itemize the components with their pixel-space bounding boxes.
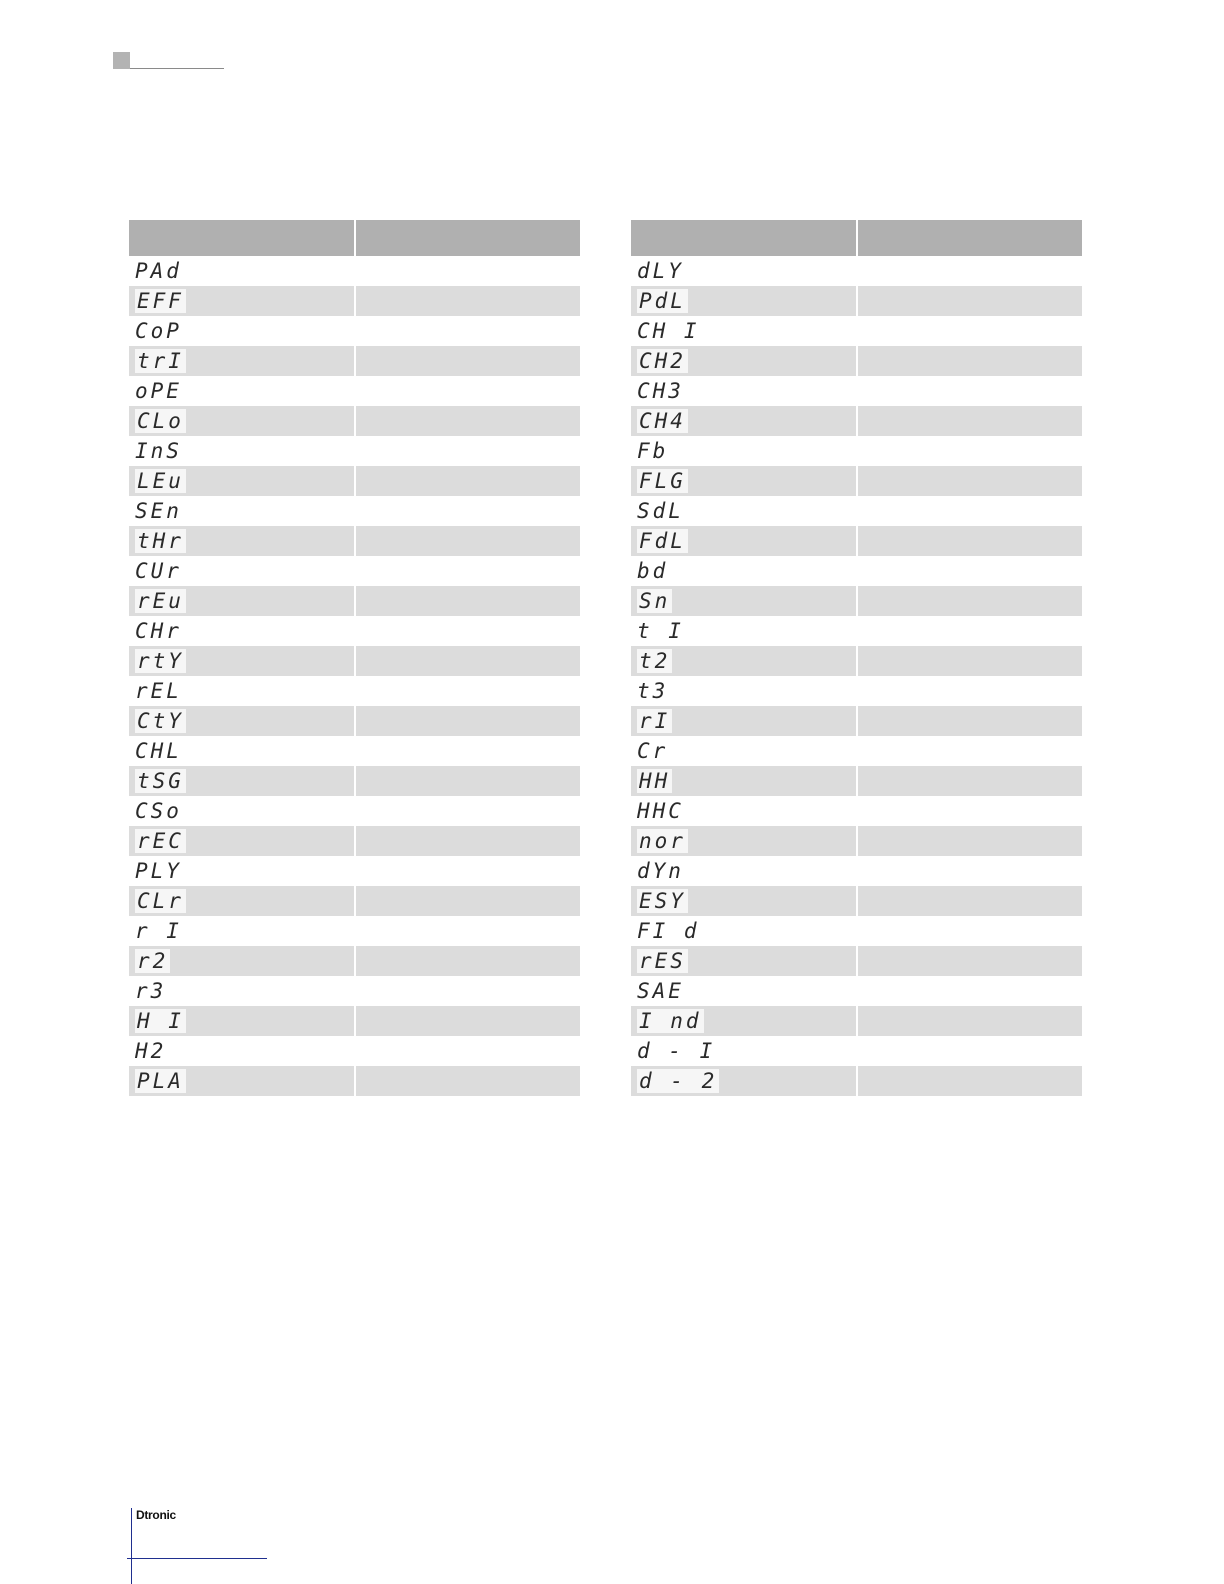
table-row xyxy=(631,556,1082,586)
lcd-code-cell xyxy=(129,676,355,706)
lcd-code-cell xyxy=(631,856,857,886)
lcd-code-cell xyxy=(129,286,355,316)
table-row xyxy=(129,586,580,616)
table-row xyxy=(631,376,1082,406)
lcd-code-table-right xyxy=(631,220,1082,1096)
lcd-code-cell xyxy=(129,826,355,856)
description-cell xyxy=(857,736,1082,766)
lcd-code-cell xyxy=(631,556,857,586)
table-row xyxy=(631,766,1082,796)
lcd-code-cell xyxy=(631,736,857,766)
lcd-code-cell xyxy=(129,526,355,556)
table-row xyxy=(631,706,1082,736)
column-header xyxy=(129,220,355,256)
lcd-code-cell xyxy=(631,766,857,796)
description-cell xyxy=(857,376,1082,406)
lcd-code-cell xyxy=(129,556,355,586)
lcd-code: PdL xyxy=(639,289,686,313)
description-cell xyxy=(857,916,1082,946)
lcd-code-cell xyxy=(631,526,857,556)
table-row xyxy=(129,1006,580,1036)
lcd-code: CLo xyxy=(137,409,184,433)
description-cell xyxy=(355,376,580,406)
description-cell xyxy=(355,1066,580,1096)
table-row xyxy=(631,526,1082,556)
lcd-code-cell xyxy=(129,316,355,346)
lcd-code: FLG xyxy=(639,469,686,493)
lcd-code-cell xyxy=(631,1006,857,1036)
description-cell xyxy=(355,976,580,1006)
table-header-row xyxy=(129,220,580,256)
lcd-code-cell xyxy=(129,1036,355,1066)
footer-vertical-rule xyxy=(131,1508,132,1584)
lcd-code: SAE xyxy=(637,979,684,1003)
description-cell xyxy=(355,616,580,646)
lcd-code: CHL xyxy=(135,739,182,763)
description-cell xyxy=(355,256,580,286)
table-row xyxy=(129,556,580,586)
lcd-code-table-left xyxy=(129,220,580,1096)
table-row xyxy=(631,496,1082,526)
lcd-code: dLY xyxy=(637,259,684,283)
table-row xyxy=(129,1036,580,1066)
lcd-code: t I xyxy=(637,619,684,643)
table-row xyxy=(129,1066,580,1096)
lcd-code-cell xyxy=(129,766,355,796)
lcd-code: PLY xyxy=(135,859,182,883)
description-cell xyxy=(355,916,580,946)
lcd-code-cell xyxy=(129,736,355,766)
table-row xyxy=(631,316,1082,346)
table-row xyxy=(129,676,580,706)
lcd-code: FI d xyxy=(637,919,700,943)
lcd-code-cell xyxy=(631,256,857,286)
lcd-code: CH3 xyxy=(637,379,684,403)
lcd-code-cell xyxy=(631,646,857,676)
description-cell xyxy=(355,526,580,556)
table-row xyxy=(631,976,1082,1006)
lcd-code: HHC xyxy=(637,799,684,823)
table-row xyxy=(631,406,1082,436)
lcd-code: I nd xyxy=(639,1009,702,1033)
description-cell xyxy=(857,586,1082,616)
lcd-code-cell xyxy=(129,916,355,946)
lcd-code: rES xyxy=(639,949,686,973)
description-cell xyxy=(857,406,1082,436)
table-row xyxy=(129,256,580,286)
lcd-code-cell xyxy=(631,316,857,346)
lcd-code: rEC xyxy=(137,829,184,853)
description-cell xyxy=(355,856,580,886)
lcd-code-cell xyxy=(129,646,355,676)
lcd-code-cell xyxy=(129,406,355,436)
page-corner-marker xyxy=(113,52,130,69)
lcd-code-cell xyxy=(631,826,857,856)
description-cell xyxy=(857,1036,1082,1066)
table-row xyxy=(631,886,1082,916)
lcd-code: d - 2 xyxy=(639,1069,718,1093)
table-row xyxy=(631,1006,1082,1036)
description-cell xyxy=(355,946,580,976)
description-cell xyxy=(857,856,1082,886)
description-cell xyxy=(355,436,580,466)
lcd-code-cell xyxy=(129,256,355,286)
lcd-code: CH I xyxy=(637,319,700,343)
lcd-code: PAd xyxy=(135,259,182,283)
lcd-code: rEL xyxy=(135,679,182,703)
description-cell xyxy=(857,676,1082,706)
description-cell xyxy=(355,766,580,796)
lcd-code-cell xyxy=(129,616,355,646)
table-row xyxy=(631,856,1082,886)
lcd-code: CH4 xyxy=(639,409,686,433)
lcd-code-cell xyxy=(631,616,857,646)
lcd-code-cell xyxy=(129,376,355,406)
lcd-code-cell xyxy=(631,1066,857,1096)
table-row xyxy=(631,256,1082,286)
lcd-code-cell xyxy=(631,466,857,496)
lcd-code: r2 xyxy=(137,949,169,973)
lcd-code: PLA xyxy=(137,1069,184,1093)
lcd-code-cell xyxy=(631,1036,857,1066)
description-cell xyxy=(355,826,580,856)
table-row xyxy=(631,736,1082,766)
description-cell xyxy=(355,646,580,676)
description-cell xyxy=(355,1006,580,1036)
table-row xyxy=(129,466,580,496)
lcd-code-cell xyxy=(631,976,857,1006)
lcd-code: r I xyxy=(135,919,182,943)
lcd-code-cell xyxy=(129,976,355,1006)
table-row xyxy=(129,406,580,436)
table-row xyxy=(129,766,580,796)
lcd-code-cell xyxy=(129,496,355,526)
table-row xyxy=(631,346,1082,376)
table-row xyxy=(129,796,580,826)
table-row xyxy=(129,616,580,646)
column-header xyxy=(857,220,1082,256)
description-cell xyxy=(857,286,1082,316)
description-cell xyxy=(355,406,580,436)
description-cell xyxy=(857,466,1082,496)
table-row xyxy=(129,826,580,856)
lcd-code-cell xyxy=(631,886,857,916)
lcd-code-cell xyxy=(631,946,857,976)
lcd-code: dYn xyxy=(637,859,684,883)
lcd-code-cell xyxy=(129,1006,355,1036)
table-row xyxy=(631,466,1082,496)
table-row xyxy=(129,376,580,406)
table-row xyxy=(129,346,580,376)
description-cell xyxy=(857,946,1082,976)
lcd-code: CoP xyxy=(135,319,182,343)
description-cell xyxy=(355,586,580,616)
lcd-code-cell xyxy=(631,496,857,526)
lcd-code: rEu xyxy=(137,589,184,613)
table-row xyxy=(631,916,1082,946)
lcd-code-cell xyxy=(631,376,857,406)
table-row xyxy=(631,646,1082,676)
description-cell xyxy=(355,736,580,766)
lcd-code-cell xyxy=(631,676,857,706)
table-header-row xyxy=(631,220,1082,256)
lcd-code-cell xyxy=(129,466,355,496)
description-cell xyxy=(857,256,1082,286)
table-row xyxy=(631,676,1082,706)
lcd-code-cell xyxy=(129,796,355,826)
description-cell xyxy=(857,886,1082,916)
description-cell xyxy=(355,346,580,376)
description-cell xyxy=(857,316,1082,346)
lcd-code: trI xyxy=(137,349,184,373)
lcd-code: HH xyxy=(639,769,671,793)
lcd-code: Cr xyxy=(637,739,669,763)
description-cell xyxy=(355,316,580,346)
table-row xyxy=(129,436,580,466)
lcd-code: CHr xyxy=(135,619,182,643)
description-cell xyxy=(355,496,580,526)
page-header-rule xyxy=(130,68,224,69)
table-row xyxy=(129,316,580,346)
table-row xyxy=(631,436,1082,466)
lcd-code-cell xyxy=(129,346,355,376)
lcd-code: rI xyxy=(639,709,671,733)
lcd-code-cell xyxy=(129,856,355,886)
description-cell xyxy=(857,646,1082,676)
lcd-code: InS xyxy=(135,439,182,463)
lcd-code: nor xyxy=(639,829,686,853)
description-cell xyxy=(857,826,1082,856)
description-cell xyxy=(355,466,580,496)
table-row xyxy=(631,946,1082,976)
lcd-code: SEn xyxy=(135,499,182,523)
description-cell xyxy=(857,616,1082,646)
lcd-code-cell xyxy=(631,346,857,376)
lcd-code: Fb xyxy=(637,439,669,463)
table-row xyxy=(631,796,1082,826)
table-row xyxy=(631,1066,1082,1096)
description-cell xyxy=(355,796,580,826)
table-row xyxy=(129,946,580,976)
lcd-code-cell xyxy=(631,286,857,316)
table-row xyxy=(129,706,580,736)
lcd-code-cell xyxy=(129,886,355,916)
table-row xyxy=(129,526,580,556)
table-row xyxy=(129,646,580,676)
lcd-code-cell xyxy=(631,436,857,466)
lcd-code: LEu xyxy=(137,469,184,493)
table-row xyxy=(129,856,580,886)
lcd-code: t3 xyxy=(637,679,669,703)
table-row xyxy=(631,286,1082,316)
lcd-code: Sn xyxy=(639,589,671,613)
lcd-code-cell xyxy=(631,796,857,826)
lcd-code: t2 xyxy=(639,649,671,673)
lcd-code: CLr xyxy=(137,889,184,913)
description-cell xyxy=(857,766,1082,796)
description-cell xyxy=(857,526,1082,556)
description-cell xyxy=(857,1066,1082,1096)
lcd-code-cell xyxy=(129,706,355,736)
lcd-code-cell xyxy=(129,946,355,976)
lcd-code-cell xyxy=(129,1066,355,1096)
lcd-code: tHr xyxy=(137,529,184,553)
column-header xyxy=(355,220,580,256)
lcd-code-cell xyxy=(631,916,857,946)
description-cell xyxy=(355,1036,580,1066)
lcd-code: oPE xyxy=(135,379,182,403)
lcd-code: CtY xyxy=(137,709,184,733)
lcd-code: SdL xyxy=(637,499,684,523)
description-cell xyxy=(857,556,1082,586)
lcd-code-cell xyxy=(631,406,857,436)
description-cell xyxy=(355,676,580,706)
table-row xyxy=(129,736,580,766)
brand-logo: Dtronic xyxy=(136,1508,176,1522)
table-row xyxy=(631,616,1082,646)
lcd-code: H I xyxy=(137,1009,184,1033)
lcd-code: CH2 xyxy=(639,349,686,373)
description-cell xyxy=(355,706,580,736)
table-row xyxy=(129,886,580,916)
description-cell xyxy=(857,976,1082,1006)
table-row xyxy=(631,826,1082,856)
footer-horizontal-rule xyxy=(127,1558,267,1559)
table-row xyxy=(129,976,580,1006)
description-cell xyxy=(857,346,1082,376)
table-row xyxy=(129,496,580,526)
column-header xyxy=(631,220,857,256)
lcd-code: r3 xyxy=(135,979,167,1003)
lcd-code-cell xyxy=(129,586,355,616)
table-row xyxy=(631,586,1082,616)
lcd-code: EFF xyxy=(137,289,184,313)
description-cell xyxy=(857,796,1082,826)
lcd-code-cell xyxy=(631,586,857,616)
lcd-code: H2 xyxy=(135,1039,167,1063)
description-cell xyxy=(857,1006,1082,1036)
description-cell xyxy=(355,286,580,316)
lcd-code: rtY xyxy=(137,649,184,673)
lcd-code: CUr xyxy=(135,559,182,583)
table-row xyxy=(129,286,580,316)
lcd-code-cell xyxy=(129,436,355,466)
description-cell xyxy=(857,706,1082,736)
lcd-code: FdL xyxy=(639,529,686,553)
table-row xyxy=(631,1036,1082,1066)
lcd-code: tSG xyxy=(137,769,184,793)
lcd-code: d - I xyxy=(637,1039,716,1063)
description-cell xyxy=(857,496,1082,526)
lcd-code: CSo xyxy=(135,799,182,823)
description-cell xyxy=(355,886,580,916)
lcd-code-cell xyxy=(631,706,857,736)
description-cell xyxy=(857,436,1082,466)
lcd-code: bd xyxy=(637,559,669,583)
description-cell xyxy=(355,556,580,586)
table-row xyxy=(129,916,580,946)
lcd-code: ESY xyxy=(639,889,686,913)
